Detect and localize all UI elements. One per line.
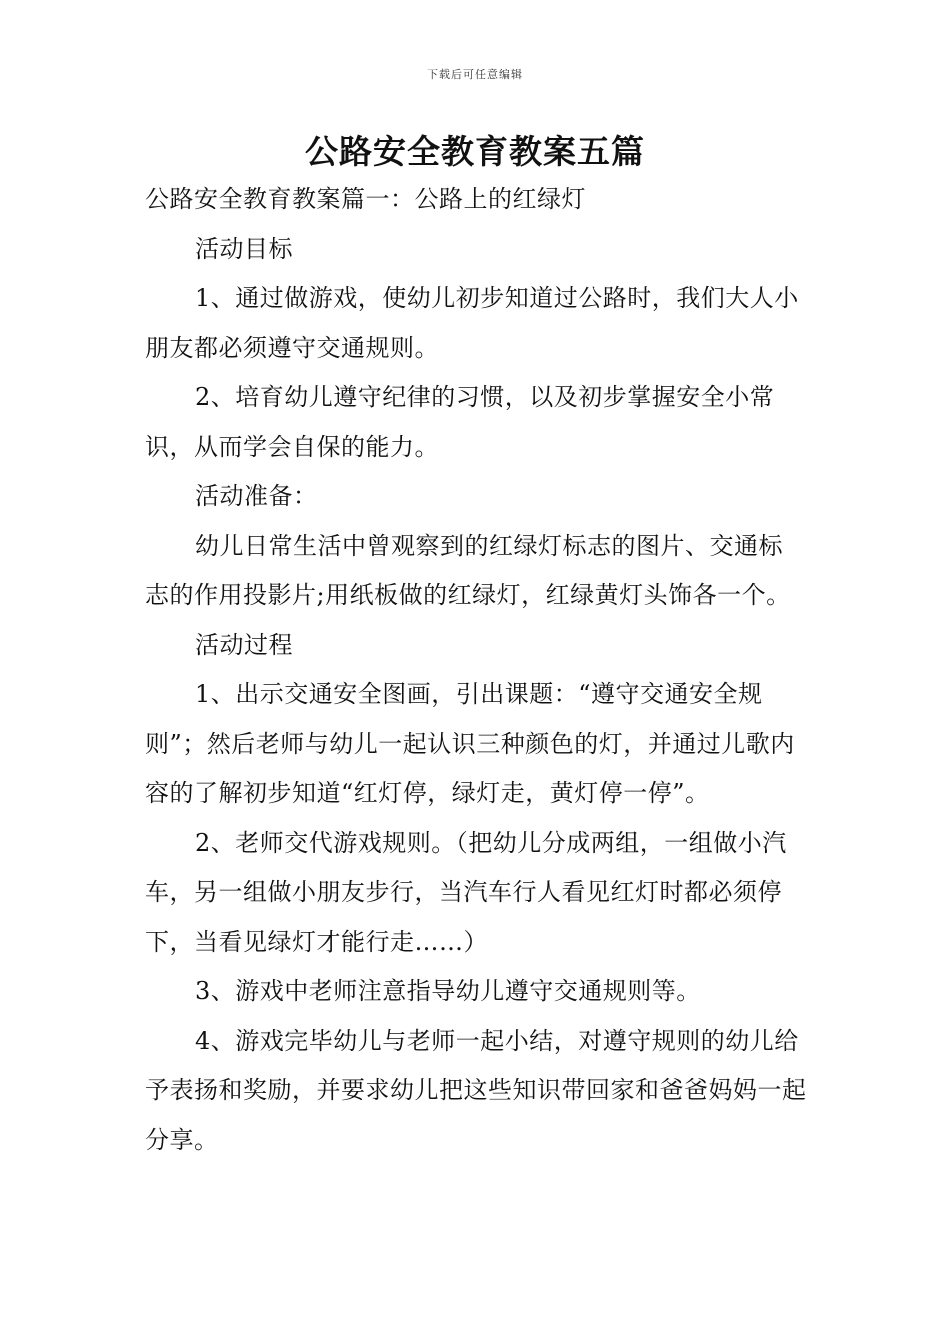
section-heading: 公路安全教育教案篇一：公路上的红绿灯 bbox=[145, 185, 586, 213]
subheading-activity-process: 活动过程 bbox=[195, 630, 293, 659]
paragraph-goal-2: 2、培育幼儿遵守纪律的习惯，以及初步掌握安全小常识，从而学会自保的能力。 bbox=[145, 383, 775, 461]
paragraph-process-2: 2、老师交代游戏规则。（把幼儿分成两组，一组做小汽车，另一组做小朋友步行，当汽车行人看见红灯时都必须停下，当看见绿灯才能行走……） bbox=[145, 828, 787, 956]
paragraph-process-3: 3、游戏中老师注意指导幼儿遵守交通规则等。 bbox=[195, 977, 701, 1005]
paragraph-process-1: 1、出示交通安全图画，引出课题：“遵守交通安全规则”；然后老师与幼儿一起认识三种颜色的灯，并通过儿歌内容的了解初步知道“红灯停，绿灯走，黄灯停一停”。 bbox=[145, 680, 795, 807]
paragraph-process-4: 4、游戏完毕幼儿与老师一起小结，对遵守规则的幼儿给予表扬和奖励，并要求幼儿把这些知识带回家和爸爸妈妈一起分享。 bbox=[145, 1026, 807, 1154]
subheading-activity-preparation: 活动准备： bbox=[195, 482, 318, 510]
subheading-activity-goals: 活动目标 bbox=[195, 234, 293, 263]
paragraph-goal-1: 1、通过做游戏，使幼儿初步知道过公路时，我们大人小朋友都必须遵守交通规则。 bbox=[145, 284, 799, 362]
header-note: 下载后可任意编辑 bbox=[427, 68, 523, 81]
paragraph-preparation: 幼儿日常生活中曾观察到的红绿灯标志的图片、交通标志的作用投影片;用纸板做的红绿灯，红绿黄灯头饰各一个。 bbox=[145, 531, 791, 609]
document-body bbox=[145, 175, 807, 1165]
document-title: 公路安全教育教案五篇 bbox=[305, 132, 645, 171]
